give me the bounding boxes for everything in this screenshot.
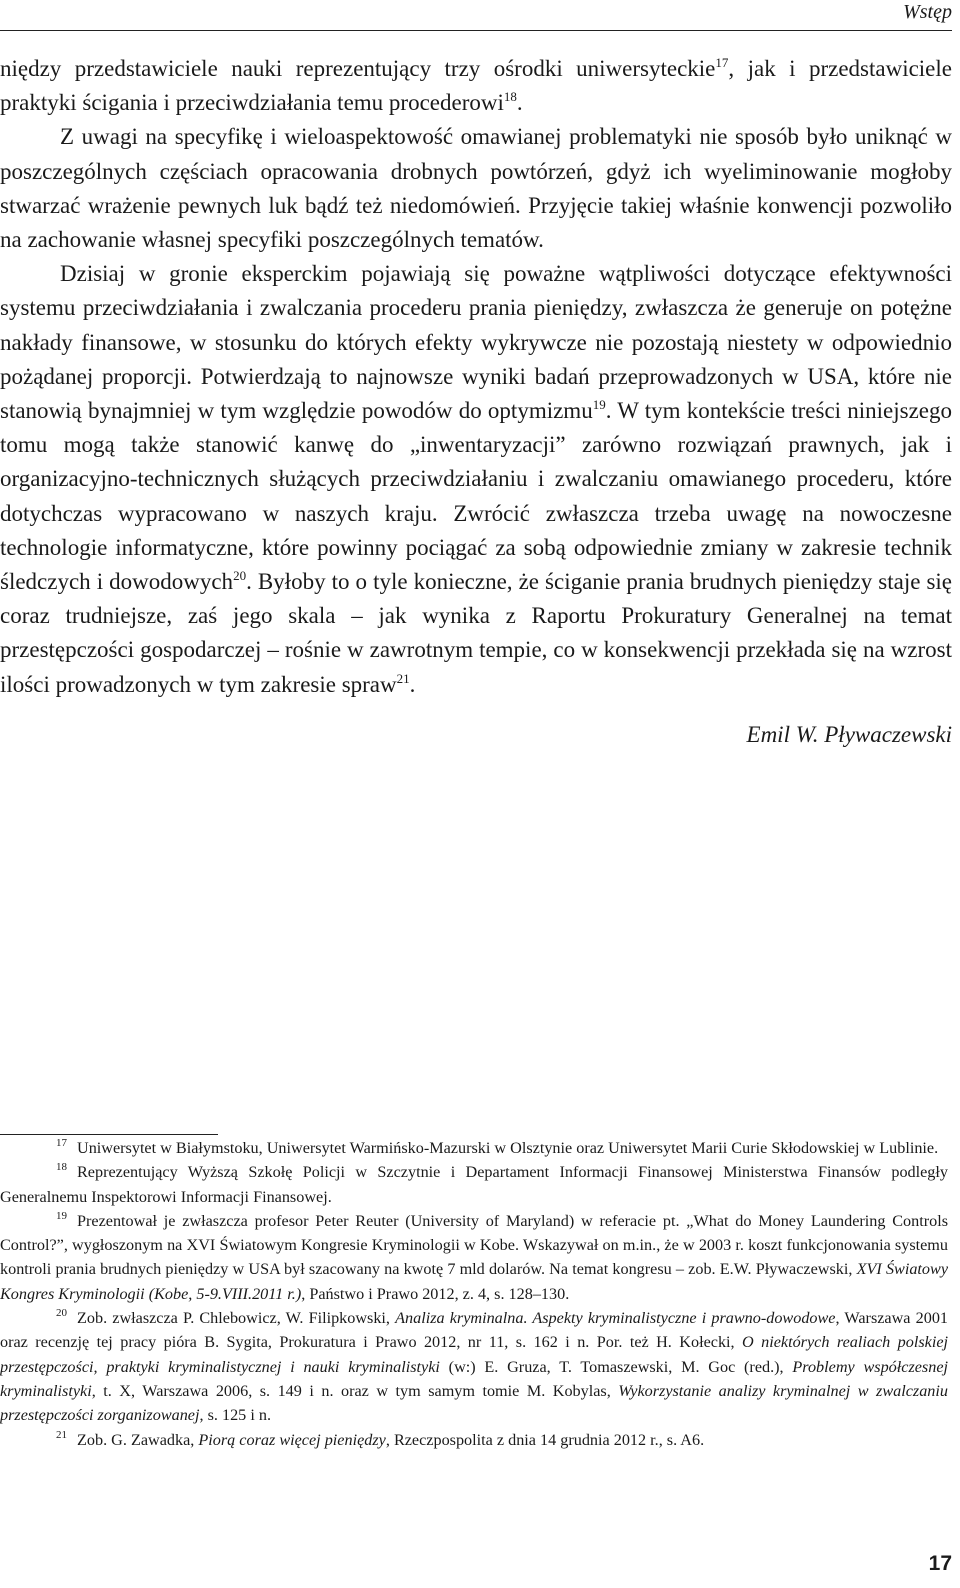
paragraph-1: niędzy przedstawiciele nauki reprezentujący trzy ośrodki uniwersyteckie$^{17}$, jak i przedstawiciele praktyki ścigania i przeciwdziałania temu procederowi$^{18}$.	[0, 55, 952, 116]
header-rule	[0, 30, 952, 31]
running-header: Wstęp	[903, 1, 952, 23]
footnote-21: $^{21}$ Zob. G. Zawadka, Piorą coraz więcej pieniędzy, Rzeczpospolita z dnia 14 grudnia 2012 r., s. A6.	[56, 1428, 705, 1449]
footnote-19: $^{19}$ Prezentował je zwłaszcza profesor Peter Reuter (University of Maryland) w referacie pt. „What do Money Laundering Controls Control?”, wygłoszonym na XVI Światowym Kongresie Kryminologii w Kobe. Wskazywał on m.in., że w 2003 r. koszt funkcjonowania systemu kontroli prania brudnych pieniędzy w USA był szacowany na kwotę 7 mld dolarów. Na temat kongresu – zob. E.W. Pływaczewski, XVI Światowy Kongres Kryminologii (Kobe, 5-9.VIII.2011 r.), Państwo i Prawo 2012, z. 4, s. 128–130.	[0, 1209, 948, 1303]
footnote-20: $^{20}$ Zob. zwłaszcza P. Chlebowicz, W. Filipkowski, Analiza kryminalna. Aspekty kryminalistyczne i prawno-dowodowe, Warszawa 2001 oraz recenzję tej pracy pióra B. Sygita, Prokuratura i Prawo 2012, nr 11, s. 162 i n. Por. też H. Kołecki, O niektórych realiach polskiej przestępczości, praktyki kryminalistycznej i nauki kryminalistyki (w:) E. Gruza, T. Tomaszewski, M. Goc (red.), Problemy współczesnej kryminalistyki, t. X, Warszawa 2006, s. 149 i n. oraz w tym samym tomie M. Kobylas, Wykorzystanie analizy kryminalnej w zwalczaniu przestępczości zorganizowanej, s. 125 i n.	[0, 1307, 949, 1425]
paragraph-3: Dzisiaj w gronie eksperckim pojawiają się poważne wątpliwości dotyczące efektywności systemu przeciwdziałania i zwalczania procederu prania pieniędzy, zwłaszcza że generuje on potężne nakłady finansowe, w stosunku do których efekty wykrywcze nie pozostają niestety w odpowiednio pożądanej proporcji. Potwierdzają to najnowsze wyniki badań przeprowadzonych w USA, które nie stanowią bynajmniej w tym względzie powodów do optymizmu$^{19}$. W tym kontekście treści niniejszego tomu mogą także stanowić kanwę do „inwentaryzacji” zarówno rozwiązań prawnych, jak i organizacyjno-technicznych służących przeciwdziałaniu i zwalczaniu omawianego procederu, które dotychczas wypracowano w naszych kraju. Zwrócić zwłaszcza trzeba uwagę na nowoczesne technologie informatyczne, które powinny pociągać za sobą odpowiednie zmiany w zakresie technik śledczych i dowodowych$^{20}$. Byłoby to o tyle konieczne, że ściganie prania brudnych pieniędzy staje się coraz trudniejsze, zaś jego skala – jak wynika z Raportu Prokuratury Generalnej na temat przestępczości gospodarczej – rośnie w zawrotnym tempie, co w konsekwencji przekłada się na wzrost ilości prowadzonych w tym zakresie spraw$^{21}$.	[0, 261, 952, 697]
footnote-ref-19[interactable]: 19	[592, 397, 606, 413]
footnote-ref-20[interactable]: 20	[233, 568, 247, 584]
footnote-separator	[0, 1134, 218, 1135]
footnote-18: $^{18}$ Reprezentujący Wyższą Szkołę Policji w Szczytnie i Departament Informacji Finansowej Ministerstwa Finansów podległy Generalnemu Inspektorowi Informacji Finansowej.	[0, 1161, 948, 1206]
main-text	[0, 52, 952, 702]
footnote-17: $^{17}$ Uniwersytet w Białymstoku, Uniwersytet Warmińsko-Mazurski w Olsztynie oraz Uniwersytet Marii Curie Skłodowskiej w Lublinie.	[56, 1137, 939, 1157]
footnote-ref-18[interactable]: 18	[503, 89, 517, 105]
footnote-ref-21[interactable]: 21	[396, 670, 410, 686]
footnote-ref-17[interactable]: 17	[715, 55, 729, 70]
author-signature: Emil W. Pływaczewski	[746, 722, 952, 747]
footnotes	[0, 1136, 948, 1452]
page-number: 17	[928, 1552, 952, 1575]
paragraph-2: Z uwagi na specyfikę i wieloaspektowość omawianej problematyki nie sposób było uniknąć w poszczególnych częściach opracowania drobnych powtórzeń, gdyż ich wyeliminowanie mogłoby stwarzać wrażenie pewnych luk bądź też niedomówień. Przyjęcie takiej właśnie konwencji pozwoliło na zachowanie własnej specyfiki poszczególnych tematów.	[0, 124, 952, 253]
